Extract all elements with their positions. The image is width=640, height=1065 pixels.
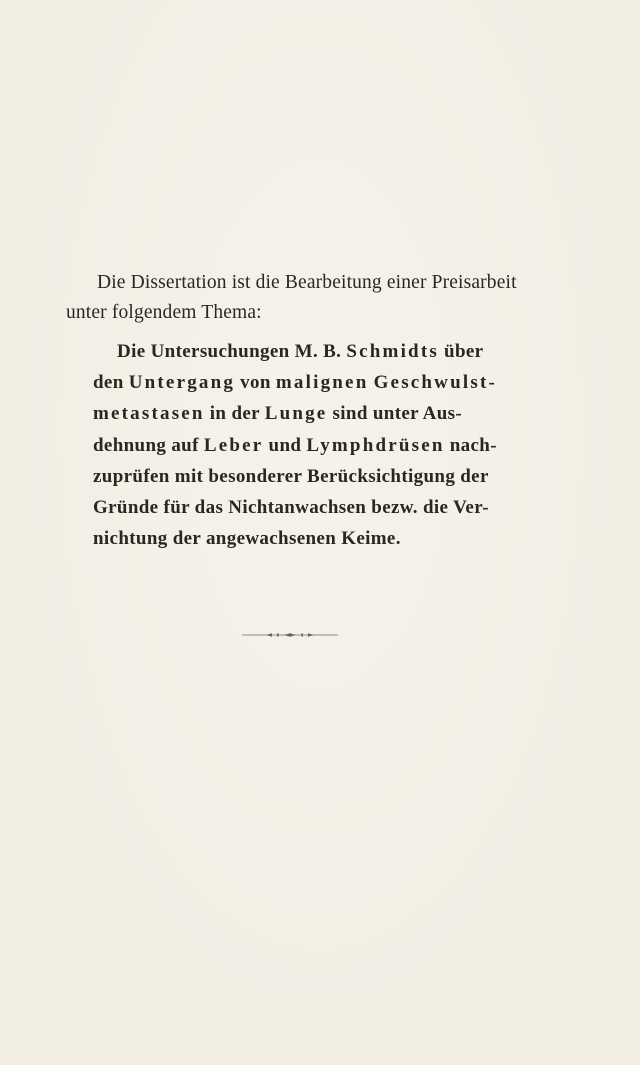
thesis-text: Die Untersuchungen M. B. <box>117 341 347 362</box>
intro-line-2: unter folgendem Thema: <box>66 302 262 323</box>
thesis-text: und <box>263 434 307 456</box>
thesis-text: den <box>93 372 129 394</box>
thesis-line-4 <box>93 430 553 461</box>
thesis-line-1 <box>93 336 553 367</box>
thesis-emph-untergang: Untergang <box>128 372 236 394</box>
thesis-emph-lymphdruesen: Lymphdrüsen <box>306 434 445 456</box>
thesis-text: sind unter Aus- <box>327 403 463 425</box>
thesis-line-7: nichtung der angewachsenen Keime. <box>93 528 401 550</box>
thesis-name-schmidts: Schmidts <box>346 341 439 362</box>
thesis-emph-metastasen: metastasen <box>93 403 205 425</box>
thesis-text: nach- <box>444 434 497 456</box>
thesis-title <box>93 336 553 554</box>
thesis-emph-geschwulst: Geschwulst- <box>373 372 497 394</box>
thesis-line-3 <box>93 398 553 429</box>
thesis-emph-leber: Leber <box>203 434 264 456</box>
thesis-text: in der <box>204 403 265 425</box>
thesis-emph-malignen: malignen <box>275 372 369 394</box>
rule-ornament-icon <box>240 625 340 645</box>
thesis-line-6: Gründe für das Nichtanwachsen bezw. die Ver- <box>93 497 489 519</box>
thesis-text: dehnung auf <box>93 434 204 456</box>
thesis-text: über <box>438 341 484 362</box>
intro-line-1: Die Dissertation ist die Bearbeitung einer Preisarbeit <box>97 272 517 293</box>
thesis-line-5: zuprüfen mit besonderer Berücksichtigung der <box>93 465 489 487</box>
thesis-line-2 <box>93 367 553 398</box>
thesis-emph-lunge: Lunge <box>264 403 328 425</box>
thesis-text: von <box>235 372 276 394</box>
intro-paragraph <box>66 268 536 328</box>
